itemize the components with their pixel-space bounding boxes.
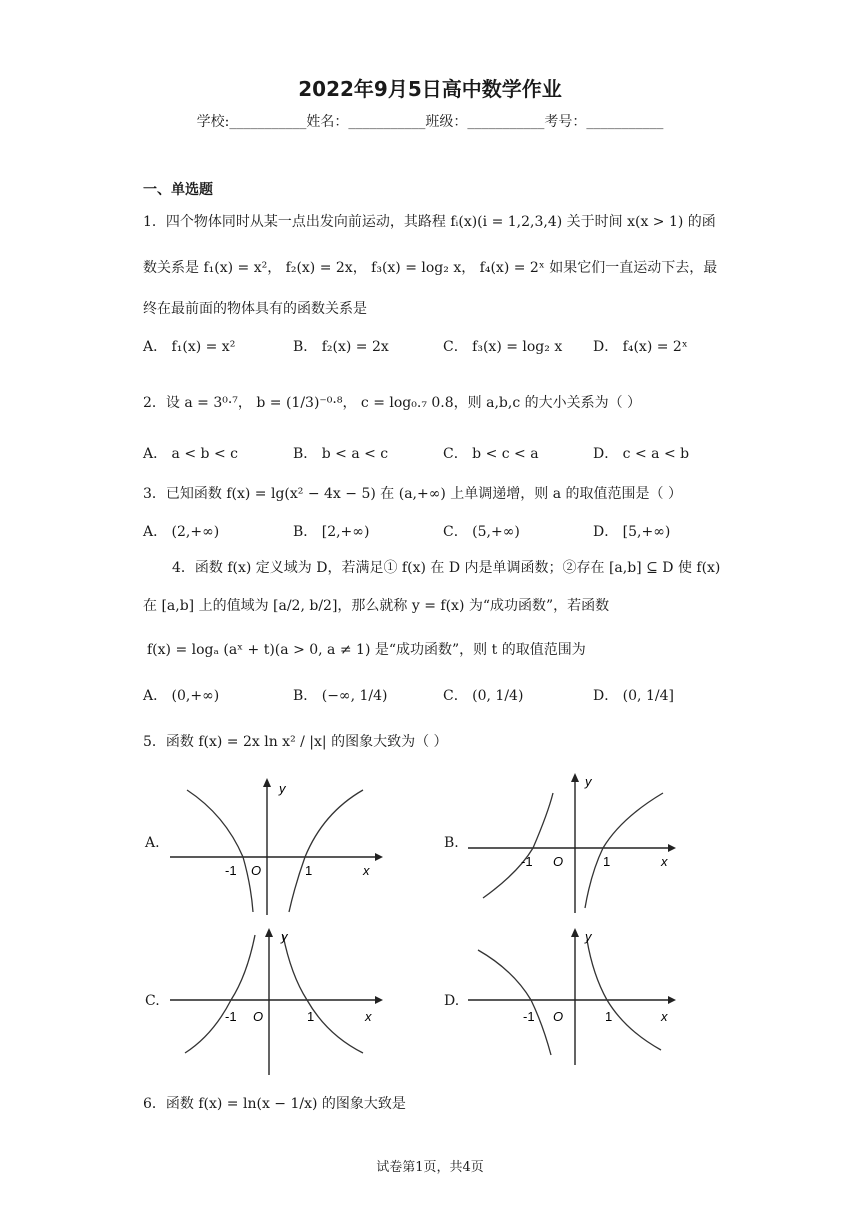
q3-option-a: A． (2,+∞) [143, 524, 220, 540]
origin-label: O [553, 854, 564, 869]
q1-line3: 终在最前面的物体具有的函数关系是 [143, 301, 367, 317]
q5-option-b-label: B. [444, 835, 459, 851]
neg-one-label: -1 [521, 854, 533, 869]
q2-option-b: B． b < a < c [293, 446, 389, 462]
q4-line2: 在 [a,b] 上的值域为 [a/2, b/2]，那么就称 y = f(x) 为“成功函数”，若函数 [143, 598, 610, 614]
q4-option-d: D． (0, 1/4] [593, 688, 674, 704]
q3-option-c: C． (5,+∞) [443, 524, 520, 540]
y-axis-label: y [281, 929, 288, 944]
neg-one-label: -1 [225, 863, 237, 878]
q4-option-a: A． (0,+∞) [143, 688, 220, 704]
neg-one-label: -1 [225, 1009, 237, 1024]
x-axis-label: x [363, 863, 370, 878]
q5-graph-c [165, 925, 385, 1080]
q6-stem: 6．函数 f(x) = ln(x − 1/x) 的图象大致是 [143, 1096, 406, 1112]
q2-stem: 2．设 a = 3⁰·⁷， b = (1/3)⁻⁰·⁸， c = log₀.₇ 0.8，则 a,b,c 的大小关系为（ ） [143, 395, 642, 411]
q4-option-c: C． (0, 1/4) [443, 688, 524, 704]
q3-option-b: B． [2,+∞) [293, 524, 370, 540]
x-axis-label: x [661, 854, 668, 869]
q5-option-c-label: C. [145, 993, 160, 1009]
student-info-line: 学校:___________姓名：___________班级：___________考号：___________ [196, 114, 664, 130]
origin-label: O [553, 1009, 564, 1024]
q3-stem: 3．已知函数 f(x) = lg(x² − 4x − 5) 在 (a,+∞) 上单调递增，则 a 的取值范围是（ ） [143, 486, 682, 502]
origin-label: O [253, 1009, 264, 1024]
q1-line2: 数关系是 f₁(x) = x²， f₂(x) = 2x， f₃(x) = log₂ x， f₄(x) = 2ˣ 如果它们一直运动下去，最 [143, 260, 718, 276]
q2-option-a: A． a < b < c [143, 446, 238, 462]
q5-option-d-label: D. [444, 993, 460, 1009]
one-label: 1 [605, 1009, 613, 1024]
x-axis-label: x [365, 1009, 372, 1024]
q5-option-a-label: A. [145, 835, 160, 851]
q3-option-d: D． [5,+∞) [593, 524, 671, 540]
q5-graph-b [463, 768, 683, 918]
origin-label: O [251, 863, 262, 878]
q4-line3: f(x) = logₐ (aˣ + t)(a > 0, a ≠ 1) 是“成功函数”，则 t 的取值范围为 [147, 642, 586, 658]
one-label: 1 [603, 854, 611, 869]
y-axis-label: y [585, 929, 592, 944]
one-label: 1 [307, 1009, 315, 1024]
q4-line1: 4．函数 f(x) 定义域为 D，若满足① f(x) 在 D 内是单调函数；②存在 [a,b] ⊆ D 使 f(x) [172, 560, 721, 576]
q1-option-b: B． f₂(x) = 2x [293, 339, 389, 355]
section-heading: 一、单选题 [143, 182, 213, 198]
q1-option-d: D． f₄(x) = 2ˣ [593, 339, 688, 355]
q2-option-d: D． c < a < b [593, 446, 690, 462]
page-footer: 试卷第1页，共4页 [376, 1160, 484, 1175]
q1-line1: 1．四个物体同时从某一点出发向前运动，其路程 fᵢ(x)(i = 1,2,3,4) 关于时间 x(x > 1) 的函 [143, 214, 716, 230]
q1-option-c: C． f₃(x) = log₂ x [443, 339, 563, 355]
one-label: 1 [305, 863, 313, 878]
q4-option-b: B． (−∞, 1/4) [293, 688, 388, 704]
y-axis-label: y [585, 774, 592, 789]
q1-option-a: A． f₁(x) = x² [143, 339, 236, 355]
x-axis-label: x [661, 1009, 668, 1024]
page-title: 2022年9月5日高中数学作业 [298, 77, 562, 101]
q5-graph-a [165, 775, 385, 920]
q5-graph-d [463, 925, 683, 1070]
q5-stem: 5．函数 f(x) = 2x ln x² / |x| 的图象大致为（ ） [143, 734, 448, 750]
neg-one-label: -1 [523, 1009, 535, 1024]
q2-option-c: C． b < c < a [443, 446, 539, 462]
y-axis-label: y [279, 781, 286, 796]
